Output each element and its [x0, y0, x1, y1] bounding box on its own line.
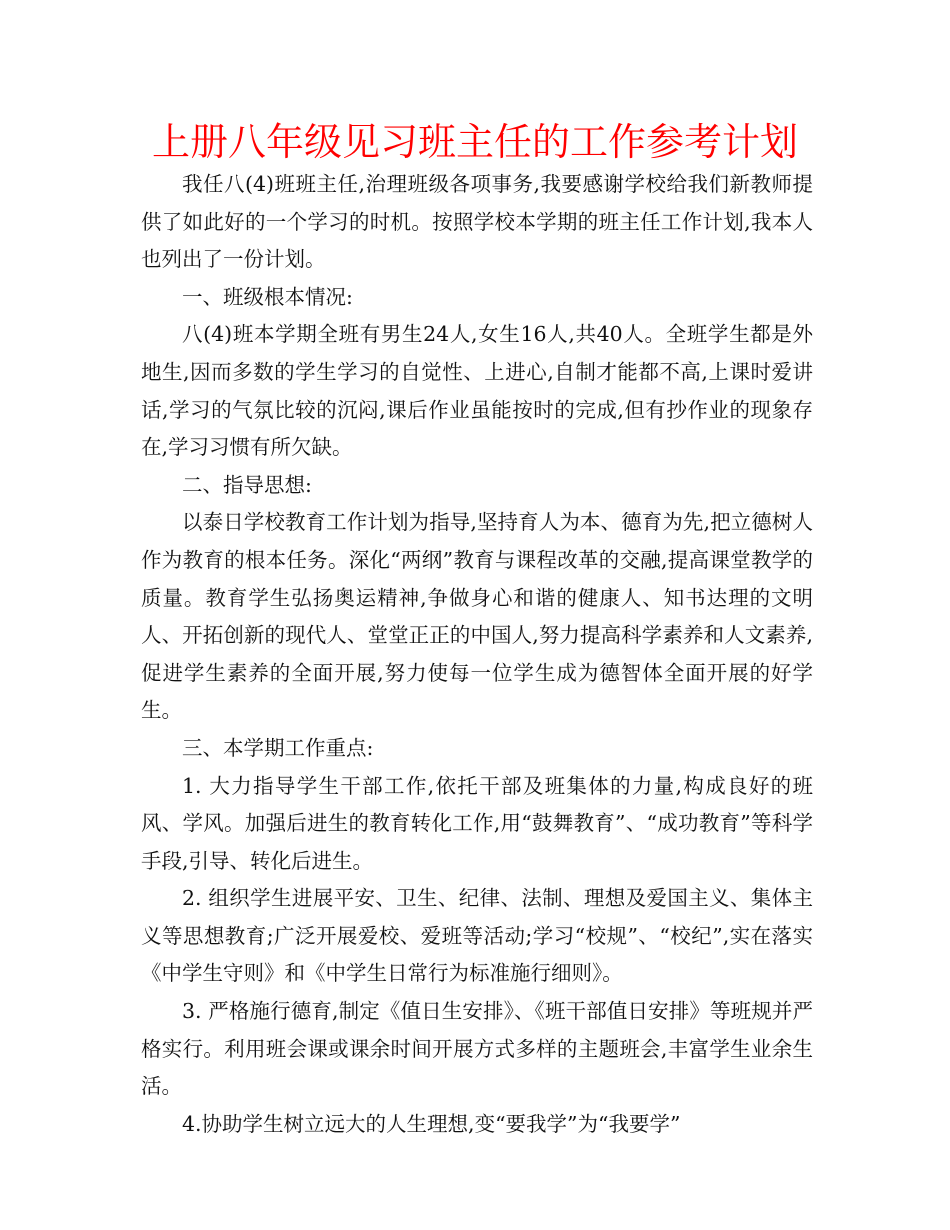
class-situation-paragraph: 八(4)班本学期全班有男生24人,女生16人,共40人。全班学生都是外地生,因而多数的学生学习的自觉性、上进心,自制才能都不高,上课时爱讲话,学习的气氛比较的沉闷,课后作业虽能按时的完成,但有抄作业的现象存在,学习习惯有所欠缺。	[141, 322, 813, 460]
work-focus-item-1: 1. 大力指导学生干部工作,依托干部及班集体的力量,构成良好的班风、学风。加强后进生的教育转化工作,用“鼓舞教育”、“成功教育”等科学手段,引导、转化后进生。	[141, 773, 813, 873]
work-focus-item-4: 4.协助学生树立远大的人生理想,变“要我学”为“我要学”	[182, 1111, 681, 1136]
work-focus-item-3: 3. 严格施行德育,制定《值日生安排》、《班干部值日安排》等班规并严格实行。利用班会课或课余时间开展方式多样的主题班会,丰富学生业余生活。	[141, 999, 813, 1099]
intro-paragraph: 我任八(4)班班主任,治理班级各项事务,我要感谢学校给我们新教师提供了如此好的一个学习的时机。按照学校本学期的班主任工作计划,我本人也列出了一份计划。	[141, 172, 813, 272]
work-focus-item-2: 2. 组织学生进展平安、卫生、纪律、法制、理想及爱国主义、集体主义等思想教育;广泛开展爱校、爱班等活动;学习“校规”、“校纪”,实在落实《中学生守则》和《中学生日常行为标准施行细则》。	[141, 886, 813, 986]
guiding-ideology-paragraph: 以泰日学校教育工作计划为指导,坚持育人为本、德育为先,把立德树人作为教育的根本任务。深化“两纲”教育与课程改革的交融,提高课堂教学的质量。教育学生弘扬奥运精神,争做身心和谐的健康人、知书达理的文明人、开拓创新的现代人、堂堂正正的中国人,努力提高科学素养和人文素养,促进学生素养的全面开展,努力使每一位学生成为德智体全面开展的好学生。	[141, 510, 813, 723]
section-heading-work-focus: 三、本学期工作重点:	[182, 735, 374, 760]
document-title: 上册八年级见习班主任的工作参考计划	[151, 120, 798, 164]
document-body	[141, 166, 813, 1143]
section-heading-guiding-ideology: 二、指导思想:	[182, 472, 312, 497]
section-heading-class-situation: 一、班级根本情况:	[182, 284, 353, 309]
